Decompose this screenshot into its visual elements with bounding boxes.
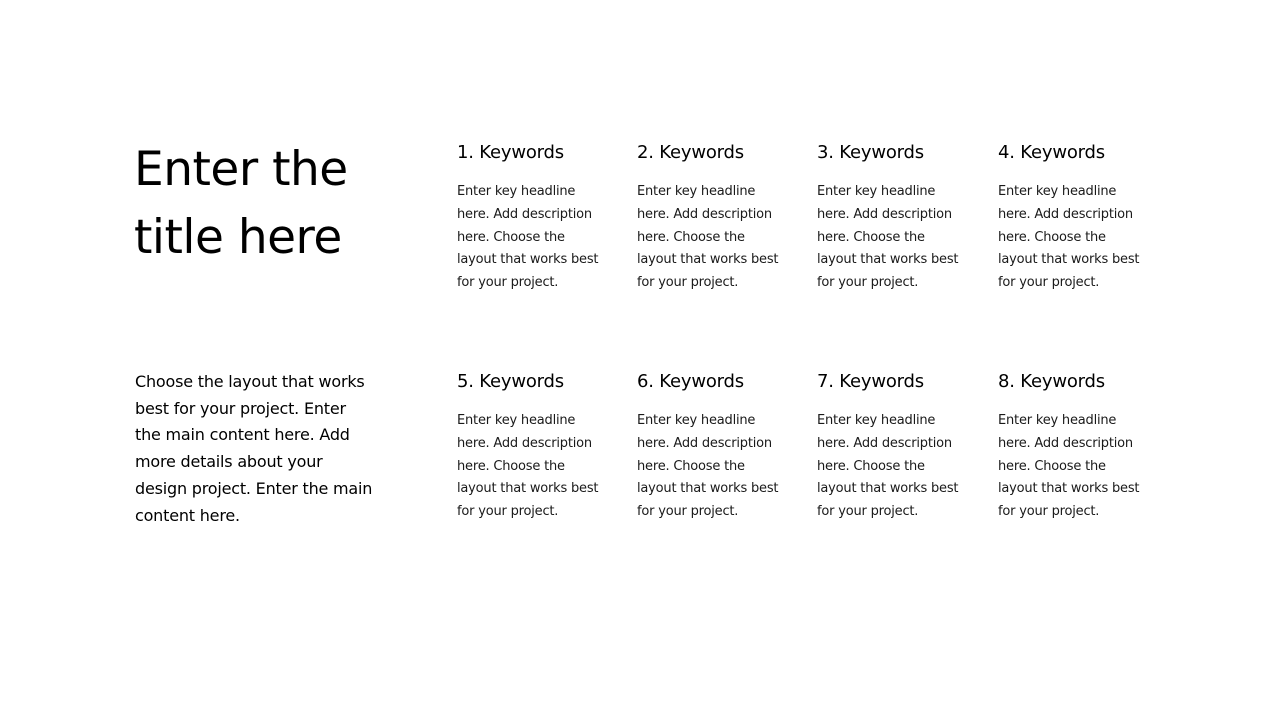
keyword-card-heading: 5. Keywords bbox=[457, 371, 564, 392]
keyword-card-heading: 2. Keywords bbox=[637, 142, 744, 163]
keyword-card-heading: 7. Keywords bbox=[817, 371, 924, 392]
keyword-card-heading: 1. Keywords bbox=[457, 142, 564, 163]
keyword-card-description: Enter key headline here. Add description here. Choose the layout that works best for your project. bbox=[998, 413, 1140, 520]
keyword-card-2 bbox=[637, 141, 787, 295]
keyword-card-description: Enter key headline here. Add description here. Choose the layout that works best for your project. bbox=[817, 184, 959, 291]
keyword-card-description: Enter key headline here. Add description here. Choose the layout that works best for your project. bbox=[457, 413, 599, 520]
keyword-card-7 bbox=[817, 370, 967, 524]
keyword-card-heading: 8. Keywords bbox=[998, 371, 1105, 392]
keyword-card-description: Enter key headline here. Add description here. Choose the layout that works best for your project. bbox=[637, 184, 779, 291]
keyword-card-1 bbox=[457, 141, 607, 295]
keyword-card-heading: 6. Keywords bbox=[637, 371, 744, 392]
keyword-card-description: Enter key headline here. Add description here. Choose the layout that works best for your project. bbox=[637, 413, 779, 520]
intro-paragraph: Choose the layout that works best for your project. Enter the main content here. Add more details about your design project. Enter the main content here. bbox=[135, 372, 373, 525]
keyword-card-3 bbox=[817, 141, 967, 295]
slide-title: Enter the title here bbox=[134, 142, 348, 265]
keyword-card-heading: 3. Keywords bbox=[817, 142, 924, 163]
keyword-card-heading: 4. Keywords bbox=[998, 142, 1105, 163]
keyword-card-description: Enter key headline here. Add description here. Choose the layout that works best for your project. bbox=[817, 413, 959, 520]
keyword-card-description: Enter key headline here. Add description here. Choose the layout that works best for your project. bbox=[998, 184, 1140, 291]
keyword-card-8 bbox=[998, 370, 1148, 524]
keyword-card-5 bbox=[457, 370, 607, 524]
keyword-card-4 bbox=[998, 141, 1148, 295]
keyword-card-6 bbox=[637, 370, 787, 524]
keyword-card-description: Enter key headline here. Add description here. Choose the layout that works best for your project. bbox=[457, 184, 599, 291]
